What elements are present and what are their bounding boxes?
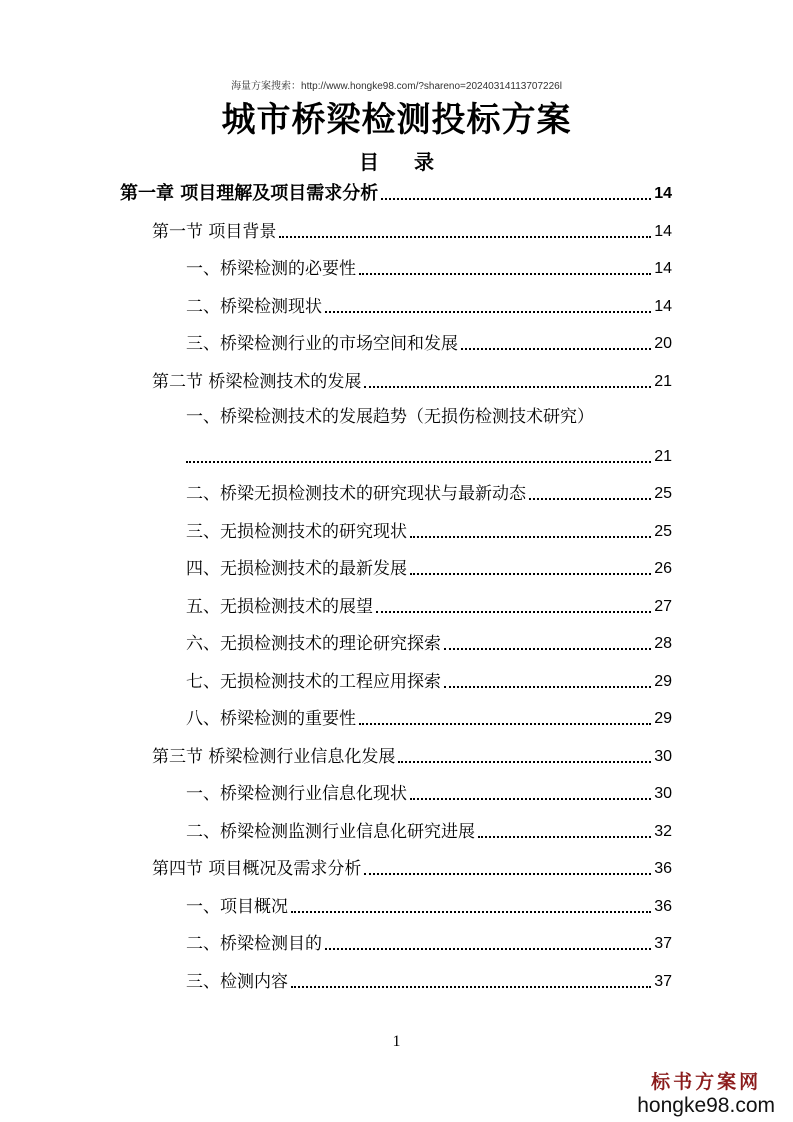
toc-entry-page: 14 — [654, 185, 672, 202]
toc-entry-page: 28 — [654, 635, 672, 652]
header-search-line: 海量方案搜索：http://www.hongke98.com/?shareno=20240314113707226l — [231, 81, 562, 92]
toc-dot-leader — [364, 386, 651, 388]
toc-entry[interactable] — [186, 963, 672, 993]
toc-entry-page: 14 — [654, 297, 672, 315]
watermark-logo — [637, 1070, 775, 1118]
toc-entry[interactable] — [186, 550, 672, 580]
toc-heading: 目 录 — [359, 150, 448, 174]
toc-entry-page: 30 — [654, 747, 672, 765]
toc-entry-page: 36 — [654, 860, 672, 877]
toc-entry-page: 26 — [654, 560, 672, 577]
toc-entry-label: 一、桥梁检测的必要性 — [186, 259, 356, 279]
toc-entry-label: 三、桥梁检测行业的市场空间和发展 — [186, 334, 458, 354]
toc-entry-page: 20 — [654, 335, 672, 352]
toc-entry[interactable] — [152, 363, 672, 393]
toc-entry[interactable] — [186, 700, 672, 730]
document-title: 城市桥梁检测投标方案 — [221, 100, 572, 140]
toc-dot-leader — [376, 611, 651, 613]
toc-dot-leader — [444, 648, 651, 650]
toc-dot-leader — [279, 236, 651, 238]
toc-entry[interactable] — [186, 513, 672, 543]
toc-entry-page: 32 — [654, 822, 672, 840]
toc-entry-page: 37 — [654, 972, 672, 990]
toc-entry-label: 六、无损检测技术的理论研究探索 — [186, 634, 441, 654]
toc-entry[interactable] — [186, 775, 672, 805]
toc-dot-leader — [410, 573, 651, 575]
toc-entry-label: 一、项目概况 — [186, 896, 288, 917]
toc-dot-leader — [359, 723, 651, 725]
toc-entry[interactable] — [186, 813, 672, 843]
toc-entry-label: 第三节 桥梁检测行业信息化发展 — [152, 746, 396, 767]
toc-entry-page: 25 — [654, 522, 672, 540]
toc-entry[interactable] — [186, 925, 672, 955]
toc-entry-page: 14 — [654, 222, 672, 240]
toc-dot-leader — [359, 273, 651, 275]
toc-dot-leader — [325, 311, 651, 313]
toc-dot-leader — [381, 198, 651, 200]
toc-entry[interactable] — [186, 438, 672, 468]
toc-entry-label: 五、无损检测技术的展望 — [186, 596, 373, 617]
toc-entry-page: 14 — [654, 260, 672, 277]
toc-entry[interactable] — [186, 663, 672, 693]
toc-entry-label: 二、桥梁检测监测行业信息化研究进展 — [186, 821, 475, 842]
toc-entry-label: 二、桥梁检测现状 — [186, 296, 322, 317]
toc-dot-leader — [291, 911, 651, 913]
toc-entry-label: 二、桥梁检测目的 — [186, 934, 322, 954]
toc-dot-leader — [291, 986, 651, 988]
toc-entry[interactable] — [186, 588, 672, 618]
toc-entry-page: 36 — [654, 897, 672, 915]
toc-entry-label: 第二节 桥梁检测技术的发展 — [152, 371, 362, 392]
toc-dot-leader — [364, 873, 651, 875]
toc-dot-leader — [444, 686, 651, 688]
toc-entry[interactable] — [186, 475, 672, 505]
toc-entry-page: 21 — [654, 372, 672, 390]
toc-entry-page: 37 — [654, 935, 672, 952]
watermark-url: hongke98.com — [637, 1094, 775, 1117]
toc-entry-label: 七、无损检测技术的工程应用探索 — [186, 671, 441, 692]
toc-entry[interactable] — [120, 175, 672, 205]
toc-entry-page: 21 — [654, 447, 672, 465]
toc-entry[interactable] — [152, 213, 672, 243]
toc-entry-label: 第四节 项目概况及需求分析 — [152, 859, 362, 879]
toc-dot-leader — [410, 536, 651, 538]
toc-entry-label: 三、检测内容 — [186, 971, 288, 992]
toc-entry-page: 29 — [654, 710, 672, 727]
toc-dot-leader — [529, 498, 651, 500]
toc-entry-label: 三、无损检测技术的研究现状 — [186, 521, 407, 542]
toc-entry-label: 第一章 项目理解及项目需求分析 — [120, 183, 379, 204]
watermark-cn: 标书方案网 — [651, 1071, 762, 1093]
toc-entry[interactable] — [186, 625, 672, 655]
toc-entry-label: 四、无损检测技术的最新发展 — [186, 559, 407, 579]
toc-entry-label: 一、桥梁检测行业信息化现状 — [186, 784, 407, 804]
toc-entry[interactable] — [152, 738, 672, 768]
toc-entry-page: 27 — [654, 597, 672, 615]
toc-entry-page: 29 — [654, 672, 672, 690]
page-number: 1 — [392, 1033, 401, 1050]
toc-dot-leader — [398, 761, 651, 763]
toc-entry-label: 八、桥梁检测的重要性 — [186, 709, 356, 729]
toc-entry[interactable] — [186, 288, 672, 318]
toc-dot-leader — [461, 348, 651, 350]
toc-dot-leader — [186, 461, 651, 463]
toc-entry[interactable] — [186, 325, 672, 355]
toc-dot-leader — [478, 836, 651, 838]
toc-entry-page: 30 — [654, 785, 672, 802]
toc-entry-label: 一、桥梁检测技术的发展趋势（无损伤检测技术研究） — [186, 407, 594, 427]
toc-entry-page: 25 — [654, 485, 672, 502]
toc-entry-label: 第一节 项目背景 — [152, 221, 277, 242]
toc-dot-leader — [410, 798, 651, 800]
toc-entry[interactable] — [186, 888, 672, 918]
toc-entry[interactable] — [186, 250, 672, 280]
toc-entry-label: 二、桥梁无损检测技术的研究现状与最新动态 — [186, 484, 526, 504]
toc-dot-leader — [325, 948, 651, 950]
toc-entry[interactable] — [152, 850, 672, 880]
